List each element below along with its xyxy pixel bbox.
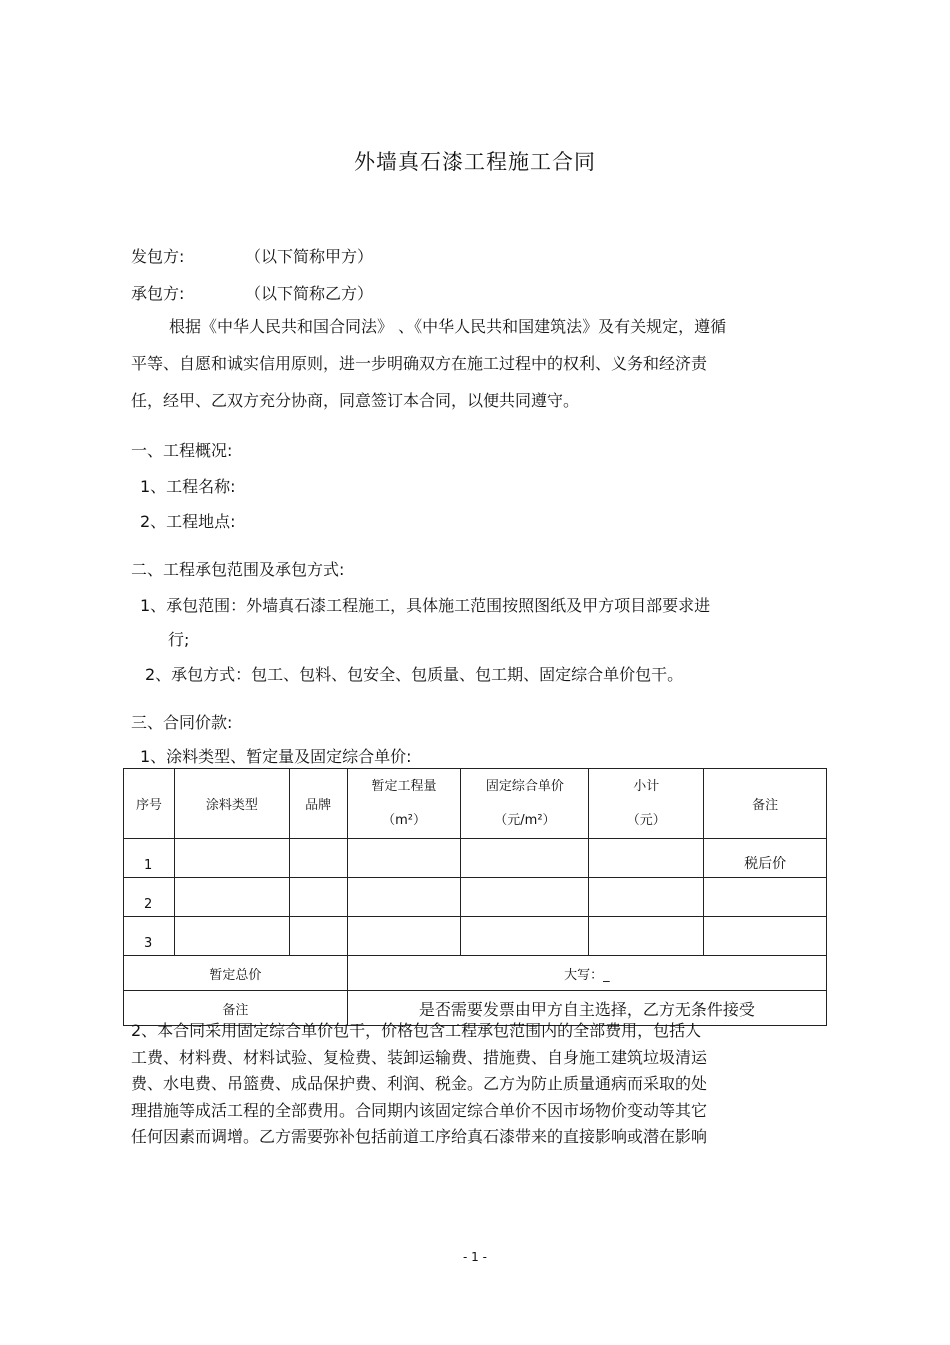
- row-seq: 3: [124, 917, 175, 956]
- cell: [174, 878, 289, 917]
- header-unit-price-line1: 固定综合单价: [485, 778, 564, 794]
- header-quantity-line2: （m²）: [382, 812, 426, 828]
- clause-line: 2、本合同采用固定综合单价包干，价格包含工程承包范围内的全部费用，包括人: [131, 1021, 702, 1040]
- price-table: [123, 768, 827, 1026]
- row-remark: [704, 917, 827, 956]
- row-seq: 1: [124, 839, 175, 878]
- header-brand: 品牌: [289, 769, 347, 839]
- preamble-paragraph: [131, 308, 801, 419]
- clause-line: 任何因素而调增。乙方需要弥补包括前道工序给真石漆带来的直接影响或潜在影响: [131, 1127, 708, 1146]
- cell: [347, 878, 461, 917]
- total-value: 大写：_: [347, 956, 826, 991]
- clause-line: 理措施等成活工程的全部费用。合同期内该固定综合单价不因市场物价变动等其它: [131, 1100, 708, 1120]
- preamble-line: 平等、自愿和诚实信用原则，进一步明确双方在施工过程中的权利、义务和经济责: [131, 354, 708, 373]
- cell: [174, 839, 289, 878]
- scope-item: 1、承包范围：外墙真石漆工程施工，具体施工范围按照图纸及甲方项目部要求进: [140, 596, 711, 615]
- clause-2-paragraph: [131, 1018, 781, 1151]
- contract-method-item: 2、承包方式：包工、包料、包安全、包质量、包工期、固定综合单价包干。: [145, 665, 684, 684]
- preamble-line: 根据《中华人民共和国合同法》 、《中华人民共和国建筑法》及有关规定，遵循: [169, 317, 727, 336]
- header-unit-price-line2: （元/m²）: [494, 812, 556, 828]
- project-name-item: 1、工程名称:: [140, 477, 236, 496]
- clause-line: 费、水电费、吊篮费、成品保护费、利润、税金。乙方为防止质量通病而采取的处: [131, 1074, 708, 1093]
- header-unit-price: [461, 769, 589, 839]
- section2-heading: 二、工程承包范围及承包方式:: [131, 560, 345, 579]
- project-location-item: 2、工程地点:: [140, 512, 236, 531]
- party-b-note: （以下简称乙方）: [245, 284, 374, 303]
- cell: [347, 917, 461, 956]
- cell: [289, 917, 347, 956]
- header-subtotal-line2: （元）: [626, 812, 666, 828]
- section1-heading: 一、工程概况:: [131, 441, 233, 460]
- cell: [589, 839, 704, 878]
- header-paint-type: 涂料类型: [174, 769, 289, 839]
- party-a-note: （以下简称甲方）: [245, 247, 374, 266]
- header-quantity: [347, 769, 461, 839]
- row-seq: 2: [124, 878, 175, 917]
- cell: [347, 839, 461, 878]
- remark-value: 是否需要发票由甲方自主选择，乙方无条件接受: [347, 991, 826, 1026]
- document-title: 外墙真石漆工程施工合同: [354, 150, 596, 174]
- total-row: [124, 956, 827, 991]
- cell: [461, 839, 589, 878]
- table-row: [124, 839, 827, 878]
- cell: [589, 878, 704, 917]
- header-seq: 序号: [124, 769, 175, 839]
- table-row: [124, 878, 827, 917]
- remark-label: 备注: [124, 991, 348, 1026]
- cell: [589, 917, 704, 956]
- party-b-label: 承包方:: [131, 284, 185, 303]
- cell: [174, 917, 289, 956]
- table-header-row: [124, 769, 827, 839]
- cell: [289, 839, 347, 878]
- header-subtotal: [589, 769, 704, 839]
- row-remark: [704, 878, 827, 917]
- table-row: [124, 917, 827, 956]
- cell: [461, 878, 589, 917]
- preamble-line: 任，经甲、乙双方充分协商，同意签订本合同，以便共同遵守。: [131, 391, 580, 410]
- section3-heading: 三、合同价款:: [131, 713, 233, 732]
- party-a-label: 发包方:: [131, 247, 185, 266]
- scope-item-continued: 行;: [168, 630, 190, 649]
- cell: [461, 917, 589, 956]
- header-subtotal-line1: 小计: [633, 778, 660, 794]
- header-remark: 备注: [704, 769, 827, 839]
- row-remark: 税后价: [704, 839, 827, 878]
- header-quantity-line1: 暂定工程量: [371, 778, 437, 794]
- price-table-caption: 1、涂料类型、暂定量及固定综合单价:: [140, 747, 412, 766]
- total-label: 暂定总价: [124, 956, 348, 991]
- cell: [289, 878, 347, 917]
- page-number: - 1 -: [463, 1250, 487, 1264]
- clause-line: 工费、材料费、材料试验、复检费、装卸运输费、措施费、自身施工建筑垃圾清运: [131, 1047, 708, 1067]
